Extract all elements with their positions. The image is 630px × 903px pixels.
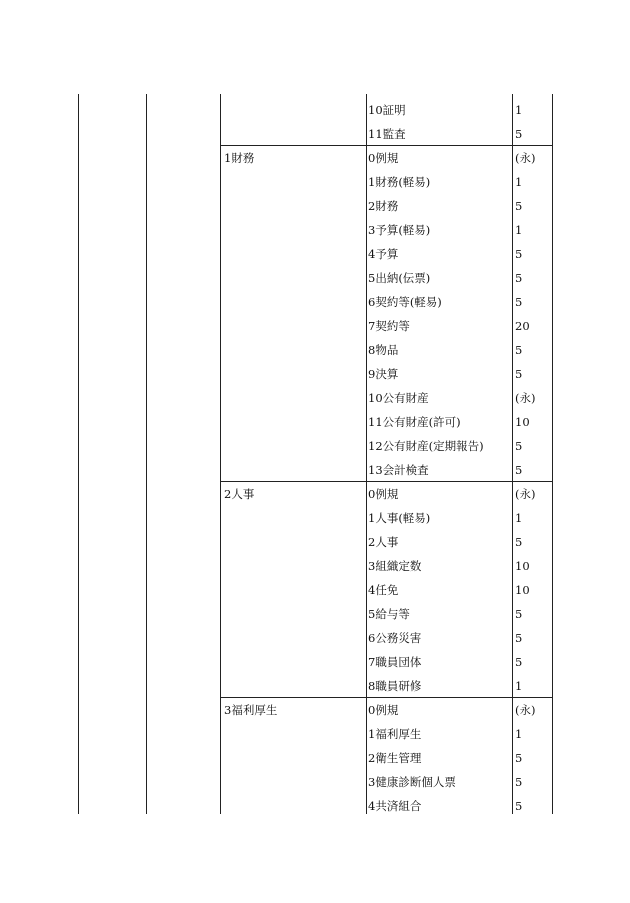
item-label: 12公有財産(定期報告) xyxy=(368,439,484,453)
column-rule xyxy=(78,94,79,814)
item-label: 6公務災害 xyxy=(368,631,422,645)
retention-value: 5 xyxy=(515,367,523,381)
retention-value: 5 xyxy=(515,607,523,621)
column-rule xyxy=(552,94,553,814)
item-label: 10証明 xyxy=(368,103,406,117)
retention-value: 5 xyxy=(515,199,523,213)
item-label: 4任免 xyxy=(368,583,399,597)
item-label: 0例規 xyxy=(368,703,399,717)
retention-value: 20 xyxy=(515,319,530,333)
column-rule xyxy=(146,94,147,814)
item-label: 2衛生管理 xyxy=(368,751,422,765)
retention-value: (永) xyxy=(515,151,536,165)
item-label: 3予算(軽易) xyxy=(368,223,431,237)
item-label: 4共済組合 xyxy=(368,799,422,813)
retention-value: 1 xyxy=(515,223,523,237)
retention-value: 1 xyxy=(515,103,523,117)
item-label: 8職員研修 xyxy=(368,679,422,693)
item-label: 0例規 xyxy=(368,487,399,501)
retention-value: 5 xyxy=(515,463,523,477)
retention-value: 5 xyxy=(515,343,523,357)
item-label: 6契約等(軽易) xyxy=(368,295,442,309)
item-label: 9決算 xyxy=(368,367,399,381)
item-label: 1財務(軽易) xyxy=(368,175,431,189)
item-label: 5給与等 xyxy=(368,607,410,621)
item-label: 13会計検査 xyxy=(368,463,429,477)
retention-value: 1 xyxy=(515,727,523,741)
retention-value: 10 xyxy=(515,415,530,429)
retention-value: (永) xyxy=(515,391,536,405)
item-label: 8物品 xyxy=(368,343,399,357)
column-rule xyxy=(366,94,367,814)
group-label: 1財務 xyxy=(224,151,255,165)
item-label: 11公有財産(許可) xyxy=(368,415,461,429)
group-separator xyxy=(220,697,552,698)
item-label: 10公有財産 xyxy=(368,391,429,405)
retention-value: 5 xyxy=(515,751,523,765)
column-rule xyxy=(220,94,221,814)
retention-value: 10 xyxy=(515,559,530,573)
item-label: 7職員団体 xyxy=(368,655,422,669)
retention-value: 1 xyxy=(515,175,523,189)
retention-value: 5 xyxy=(515,295,523,309)
column-rule xyxy=(512,94,513,814)
item-label: 4予算 xyxy=(368,247,399,261)
item-label: 2人事 xyxy=(368,535,399,549)
item-label: 3組織定数 xyxy=(368,559,422,573)
group-label: 2人事 xyxy=(224,487,255,501)
item-label: 11監査 xyxy=(368,127,406,141)
group-separator xyxy=(220,145,552,146)
retention-value: 5 xyxy=(515,799,523,813)
item-label: 2財務 xyxy=(368,199,399,213)
item-label: 5出納(伝票) xyxy=(368,271,431,285)
retention-value: (永) xyxy=(515,487,536,501)
retention-value: 5 xyxy=(515,439,523,453)
item-label: 1福利厚生 xyxy=(368,727,422,741)
item-label: 1人事(軽易) xyxy=(368,511,431,525)
retention-value: 5 xyxy=(515,631,523,645)
retention-value: 5 xyxy=(515,247,523,261)
retention-value: 5 xyxy=(515,127,523,141)
retention-value: 5 xyxy=(515,775,523,789)
retention-value: 10 xyxy=(515,583,530,597)
item-label: 0例規 xyxy=(368,151,399,165)
retention-value: 1 xyxy=(515,679,523,693)
retention-value: 1 xyxy=(515,511,523,525)
item-label: 7契約等 xyxy=(368,319,410,333)
retention-value: 5 xyxy=(515,271,523,285)
retention-value: 5 xyxy=(515,535,523,549)
retention-value: 5 xyxy=(515,655,523,669)
group-label: 3福利厚生 xyxy=(224,703,278,717)
group-separator xyxy=(220,481,552,482)
item-label: 3健康診断個人票 xyxy=(368,775,456,789)
retention-value: (永) xyxy=(515,703,536,717)
